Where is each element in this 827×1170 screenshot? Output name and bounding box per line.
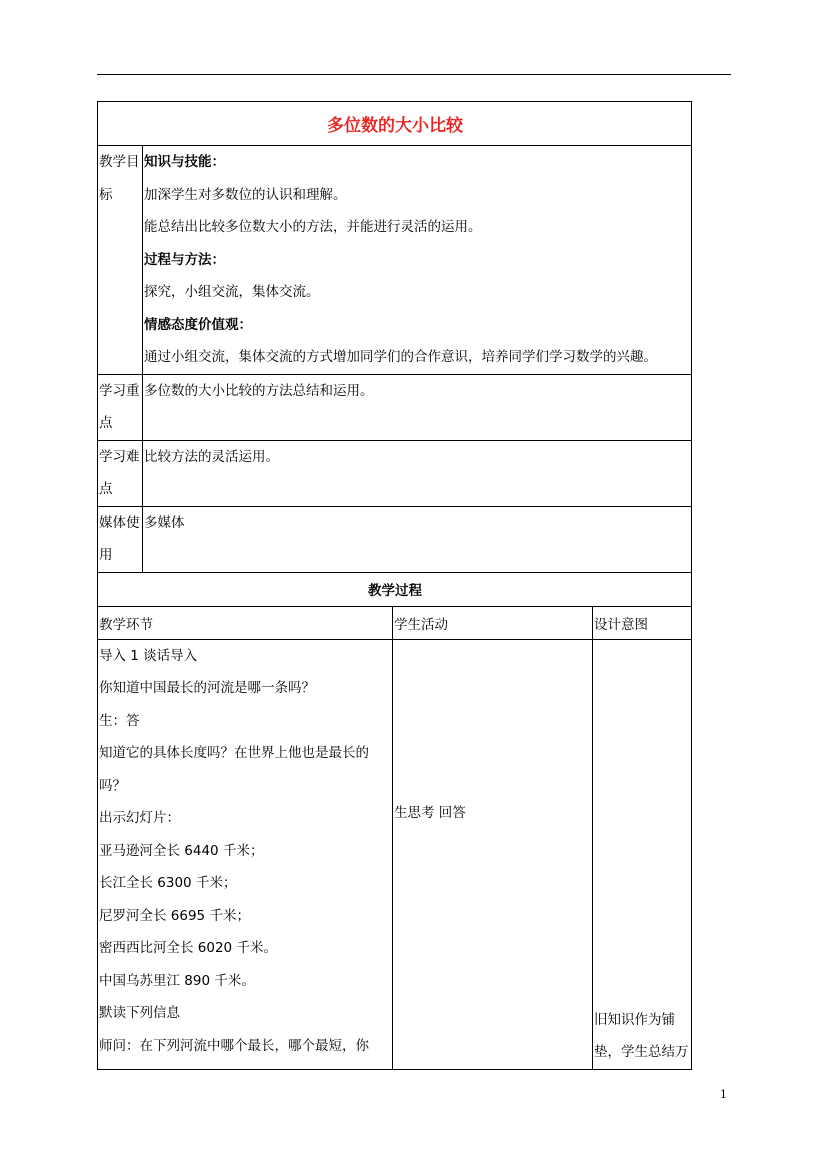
lesson-plan-table (97, 101, 692, 1070)
media-text: 多媒体 (144, 514, 185, 531)
stage-line: 知道它的具体长度吗？在世界上他也是最长的 (99, 745, 369, 761)
stage-line: 吗？ (99, 777, 126, 794)
media-cell (143, 506, 692, 572)
media-label-cell (98, 506, 143, 572)
stage-line: 尼罗河全长 6695 千米； (99, 907, 250, 924)
stage-cell (98, 639, 393, 1069)
stage-line: 默读下列信息 (99, 1005, 180, 1021)
activity-text: 生思考 回答 (394, 804, 466, 821)
stage-line: 长江全长 6300 千米； (99, 875, 237, 891)
key-point-text: 多位数的大小比较的方法总结和运用。 (144, 382, 374, 399)
header-rule (97, 74, 731, 75)
key-point-row (98, 374, 692, 440)
difficulty-label-cell (98, 440, 143, 506)
process-line: 探究，小组交流，集体交流。 (144, 284, 320, 300)
col-stage-header: 教学环节 (98, 606, 393, 639)
attitude-line: 通过小组交流，集体交流的方式增加同学们的合作意识，培养同学们学习数学的兴趣。 (144, 349, 657, 365)
difficulty-text: 比较方法的灵活运用。 (144, 448, 279, 465)
difficulty-label: 学习难点 (99, 448, 140, 497)
process-body-row (98, 639, 692, 1069)
knowledge-heading: 知识与技能： (144, 154, 225, 170)
process-title: 教学过程 (98, 572, 692, 606)
intent-line: 旧知识作为铺 (594, 1011, 675, 1028)
difficulty-row (98, 440, 692, 506)
objectives-content (143, 146, 692, 375)
stage-line: 生：答 (99, 712, 140, 729)
process-heading: 过程与方法： (144, 251, 225, 268)
attitude-heading: 情感态度价值观： (144, 316, 252, 333)
knowledge-line: 加深学生对多数位的认识和理解。 (144, 186, 347, 203)
stage-line: 亚马逊河全长 6440 千米； (99, 842, 264, 859)
stage-line: 中国乌苏里江 890 千米。 (99, 972, 255, 989)
media-label: 媒体使用 (99, 514, 140, 563)
stage-line: 导入 1 谈话导入 (99, 647, 198, 664)
process-title-row (98, 572, 692, 606)
intent-cell (593, 639, 692, 1069)
stage-line: 师问：在下列河流中哪个最长，哪个最短，你 (99, 1037, 369, 1054)
difficulty-cell (143, 440, 692, 506)
knowledge-line: 能总结出比较多位数大小的方法，并能进行灵活的运用。 (144, 219, 482, 235)
title-row (98, 102, 692, 146)
media-row (98, 506, 692, 572)
stage-line: 密西西比河全长 6020 千米。 (99, 940, 277, 956)
col-intent-header: 设计意图 (593, 606, 692, 639)
page-number: 1 (720, 1088, 727, 1101)
col-activity-header: 学生活动 (393, 606, 593, 639)
process-header-row (98, 606, 692, 639)
key-point-label-cell (98, 374, 143, 440)
key-point-label: 学习重点 (99, 382, 140, 431)
stage-line: 出示幻灯片： (99, 810, 180, 826)
intent-line: 垫，学生总结万 (594, 1044, 689, 1060)
lesson-title: 多位数的大小比较 (98, 102, 692, 146)
stage-line: 你知道中国最长的河流是哪一条吗？ (99, 680, 315, 696)
key-point-cell (143, 374, 692, 440)
activity-cell (393, 639, 593, 1069)
objectives-row (98, 146, 692, 375)
objectives-label: 教学目标 (99, 154, 140, 203)
objectives-label-cell (98, 146, 143, 375)
